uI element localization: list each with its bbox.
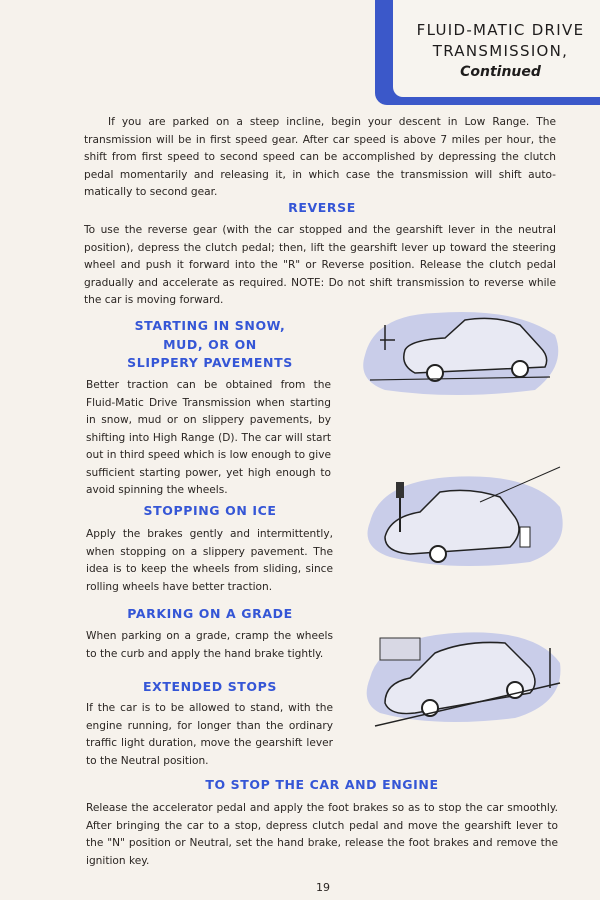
heading-parking-grade: PARKING ON A GRADE xyxy=(127,606,293,621)
extended-paragraph: If the car is to be allowed to stand, with the engine running, for longer than the ordinary traffic light duration, move the gearshift lever to the Neutral position. xyxy=(86,702,333,767)
heading-reverse: REVERSE xyxy=(288,200,356,215)
reverse-paragraph: To use the reverse gear (with the car stopped and the gearshift lever in the neutral position), depress the clutch pedal; then, lift the gearshift lever up toward the steering wheel and push it forward into the "R" or Reverse position. Release the clutch pedal gradually and accelerate as required. NOTE: Do not shift transmission to reverse while the car is moving forward. xyxy=(84,224,556,306)
car-stopping-on-ice-illustration xyxy=(360,462,575,572)
heading-stop-car: TO STOP THE CAR AND ENGINE xyxy=(205,777,439,792)
heading-line: SLIPPERY PAVEMENTS xyxy=(127,355,293,370)
heading-starting-snow xyxy=(110,317,310,373)
header-line-1: FLUID-MATIC DRIVE xyxy=(416,21,585,39)
heading-line: MUD, OR ON xyxy=(163,336,257,352)
page-number: 19 xyxy=(316,881,330,894)
intro-paragraph: If you are parked on a steep incline, begin your descent in Low Range. The transmission will be in first speed gear. After car speed is above 7 miles per hour, the shift from first speed to second speed can be accomplished by depressing the clutch pedal momentarily and releasing it, in which case the transmission will shift auto-matically to second gear. xyxy=(84,116,556,198)
grade-paragraph: When parking on a grade, cramp the wheels to the curb and apply the hand brake tightly. xyxy=(86,630,333,660)
heading-line: STARTING IN SNOW, xyxy=(134,318,286,333)
stop-paragraph: Release the accelerator pedal and apply the foot brakes so as to stop the car smoothly. After bringing the car to a stop, depress clutch pedal and move the gearshift lever to the "N" position or Neutral, set the hand brake, release the foot brakes and remove the ignition key. xyxy=(86,802,558,867)
header-line-2: TRANSMISSION, xyxy=(432,42,569,60)
heading-stopping-ice: STOPPING ON ICE xyxy=(143,503,277,518)
heading-extended-stops: EXTENDED STOPS xyxy=(142,679,278,694)
car-in-snow-illustration xyxy=(355,305,565,400)
snow-paragraph: Better traction can be obtained from the Fluid-Matic Drive Transmission when starting in snow, mud or on slippery pavements, by shifting into High Range (D). The car will start out in third speed which is low enough to give sufficient starting power, yet high enough to avoid spinning the wheels. xyxy=(86,379,331,496)
car-parked-on-grade-illustration xyxy=(355,628,565,728)
page-header xyxy=(393,20,600,83)
ice-paragraph: Apply the brakes gently and intermittently, when stopping on a slippery pavement. The idea is to keep the wheels from sliding, since rolling wheels have better traction. xyxy=(86,528,333,593)
header-continued: Continued xyxy=(460,64,541,80)
